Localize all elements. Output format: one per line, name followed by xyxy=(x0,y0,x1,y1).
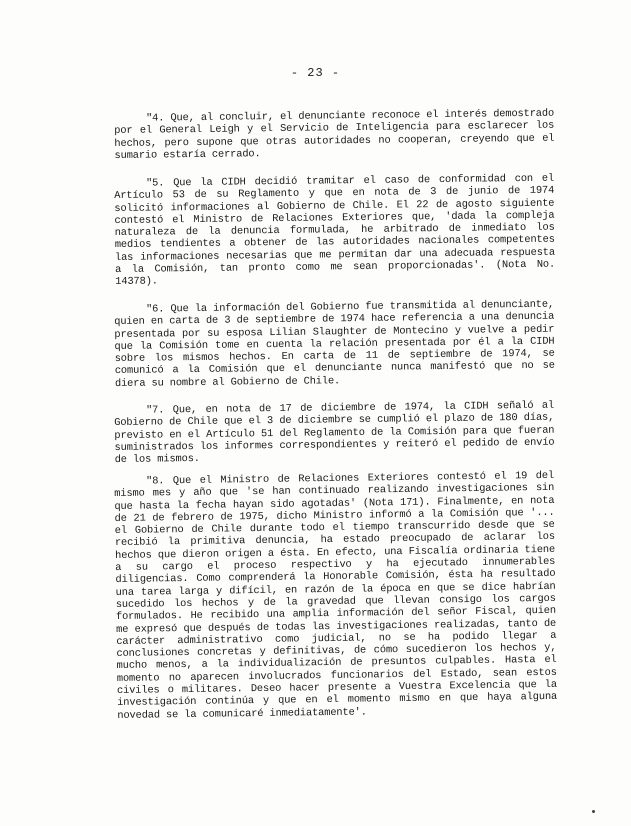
scan-speck xyxy=(592,810,595,813)
paragraph-4: "4. Que, al concluir, el denunciante reconoce el interés demostrado por el General Leigh y el Servicio de Inteligencia para esclarecer los hechos, pero supone que otras autoridades no cooperan, creyendo que el sumario estaría cerrado. xyxy=(114,108,555,163)
paragraph-8: "8. Que el Ministro de Relaciones Exteriores contestó el 19 del mismo mes y año que 'se han continuado realizando investigaciones sin que hasta la fecha hayan sido agotadas' (Nota 171). Finalmente, en nota de 21 de febrero de 1975, dicho Ministro informó a la Comisión que '... el Gobierno de Chile durante todo el tiempo transcurrido desde que se recibió la primitiva denuncia, ha estado preocupado de aclarar los hechos que dieron origen a ésta. En efecto, una Fiscalía ordinaria tiene a su cargo el proceso respectivo y ha ejecutado innumerables diligencias. Como comprenderá la Honorable Comisión, ésta ha resultado una tarea larga y difícil, en razón de la época en que se dice habrían sucedido los hechos y de la gravedad que llevan consigo los cargos formulados. He recibido una amplia información del señor Fiscal, quien me expresó que después de todas las investigaciones realizadas, tanto de carácter administrativo como judicial, no se ha podido llegar a conclusiones concretas y definitivas, de cómo sucedieron los hechos y, mucho menos, a la individualización de presuntos culpables. Hasta el momento no aparecen involucrados funcionarios del Estado, sean estos civiles o militares. Deseo hacer presente a Vuestra Excelencia que la investigación continúa y que en el momento mismo en que haya alguna novedad se la comunicaré inmediatamente'. xyxy=(114,470,558,723)
page-number: - 23 - xyxy=(290,66,341,80)
paragraph-7: "7. Que, en nota de 17 de diciembre de 1974, la CIDH señaló al Gobierno de Chile que el 3 de diciembre se cumplió el plazo de 180 días, previsto en el Artículo 51 del Reglamento de la Comisión para que fueran suministrados los informes correspondientes y reiteró el pedido de envío de los mismos. xyxy=(114,400,555,467)
paragraph-6: "6. Que la información del Gobierno fue transmitida al denunciante, quien en carta de 3 de septiembre de 1974 hace referencia a una denuncia presentada por su esposa Lilian Slaughter de Montecino y vuelve a pedir que la Comisión tome en cuenta la relación presentada por él a la CIDH sobre los mismos hechos. En carta de 11 de septiembre de 1974, se comunicó a la Comisión que el denunciante nunca manifestó que no se diera su nombre al Gobierno de Chile. xyxy=(114,299,555,391)
paragraph-5: "5. Que la CIDH decidió tramitar el caso de conformidad con el Artículo 53 de su Reglamento y que en nota de 3 de junio de 1974 solicitó informaciones al Gobierno de Chile. El 22 de agosto siguiente contestó el Ministro de Relaciones Exteriores que, 'dada la compleja naturaleza de la denuncia formulada, he arbitrado de inmediato los medios tendientes a obtener de las autoridades nacionales competentes las informaciones necesarias que me permitan dar una adecuada respuesta a la Comisión, tan pronto como me sean proporcionadas'. (Nota No. 14378). xyxy=(114,173,556,289)
